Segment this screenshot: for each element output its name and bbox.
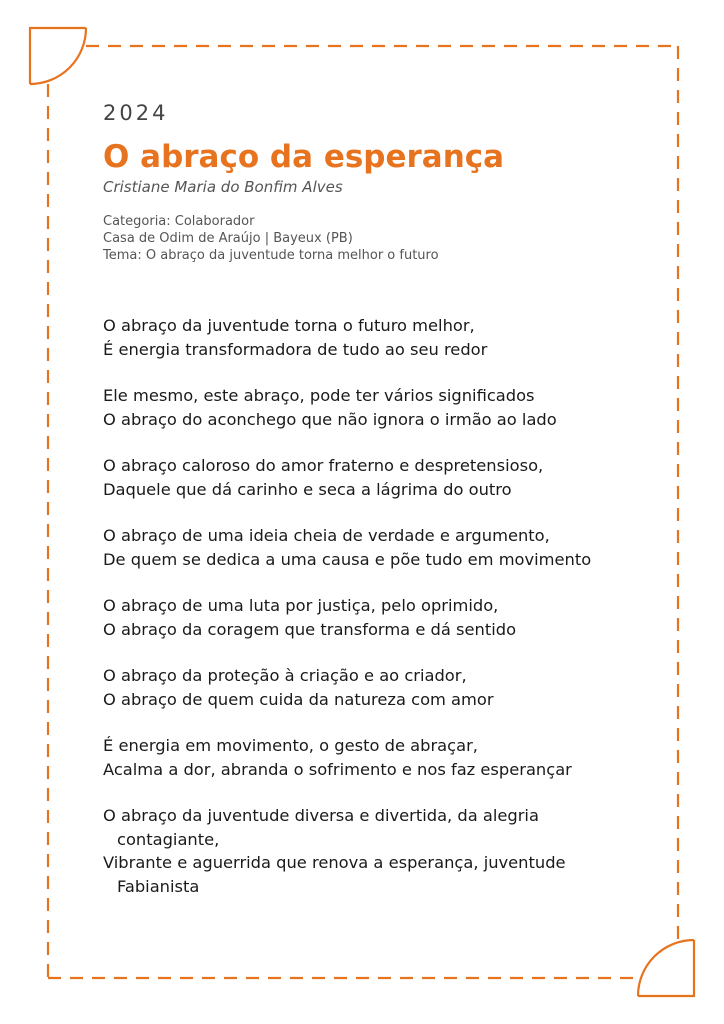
stanza bbox=[103, 734, 683, 781]
poem-line: Ele mesmo, este abraço, pode ter vários significados bbox=[103, 386, 535, 405]
poem-line: O abraço caloroso do amor fraterno e despretensioso, bbox=[103, 456, 544, 475]
poem-line: O abraço da coragem que transforma e dá sentido bbox=[103, 619, 517, 639]
poem-meta bbox=[103, 213, 663, 264]
poem-line: É energia transformadora de tudo ao seu redor bbox=[103, 339, 488, 359]
stanza bbox=[103, 314, 683, 361]
stanza bbox=[103, 384, 683, 431]
poem-header bbox=[103, 100, 663, 264]
author-name: Cristiane Maria do Bonfim Alves bbox=[103, 178, 343, 196]
year-label: 2024 bbox=[103, 101, 169, 125]
poem-line: Daquele que dá carinho e seca a lágrima do outro bbox=[103, 479, 512, 499]
poem-line: O abraço do aconchego que não ignora o irmão ao lado bbox=[103, 409, 557, 429]
poem-line: É energia em movimento, o gesto de abraçar, bbox=[103, 736, 478, 755]
stanza bbox=[103, 524, 683, 571]
poem-body bbox=[103, 314, 683, 921]
category-label: Categoria: Colaborador bbox=[103, 214, 255, 229]
poem-line: O abraço de uma ideia cheia de verdade e argumento, bbox=[103, 526, 550, 545]
location-label: Casa de Odim de Araújo | Bayeux (PB) bbox=[103, 231, 353, 246]
poem-line-continuation: contagiante, bbox=[117, 829, 220, 849]
theme-label: Tema: O abraço da juventude torna melhor o futuro bbox=[103, 248, 439, 263]
poem-line: O abraço de quem cuida da natureza com amor bbox=[103, 689, 494, 709]
stanza bbox=[103, 804, 683, 898]
poem-line: O abraço da juventude diversa e divertida, da alegria bbox=[103, 806, 539, 825]
poem-line: O abraço da juventude torna o futuro melhor, bbox=[103, 316, 475, 335]
poem-line: O abraço de uma luta por justiça, pelo oprimido, bbox=[103, 596, 499, 615]
poem-line: O abraço da proteção à criação e ao criador, bbox=[103, 666, 467, 685]
poem-line-continuation: Fabianista bbox=[117, 876, 200, 896]
stanza bbox=[103, 594, 683, 641]
stanza bbox=[103, 664, 683, 711]
poem-line: Vibrante e aguerrida que renova a esperança, juventude bbox=[103, 853, 566, 872]
poem-line: De quem se dedica a uma causa e põe tudo em movimento bbox=[103, 549, 592, 569]
stanza bbox=[103, 454, 683, 501]
poem-title: O abraço da esperança bbox=[103, 139, 505, 175]
poem-line: Acalma a dor, abranda o sofrimento e nos faz esperançar bbox=[103, 759, 572, 779]
